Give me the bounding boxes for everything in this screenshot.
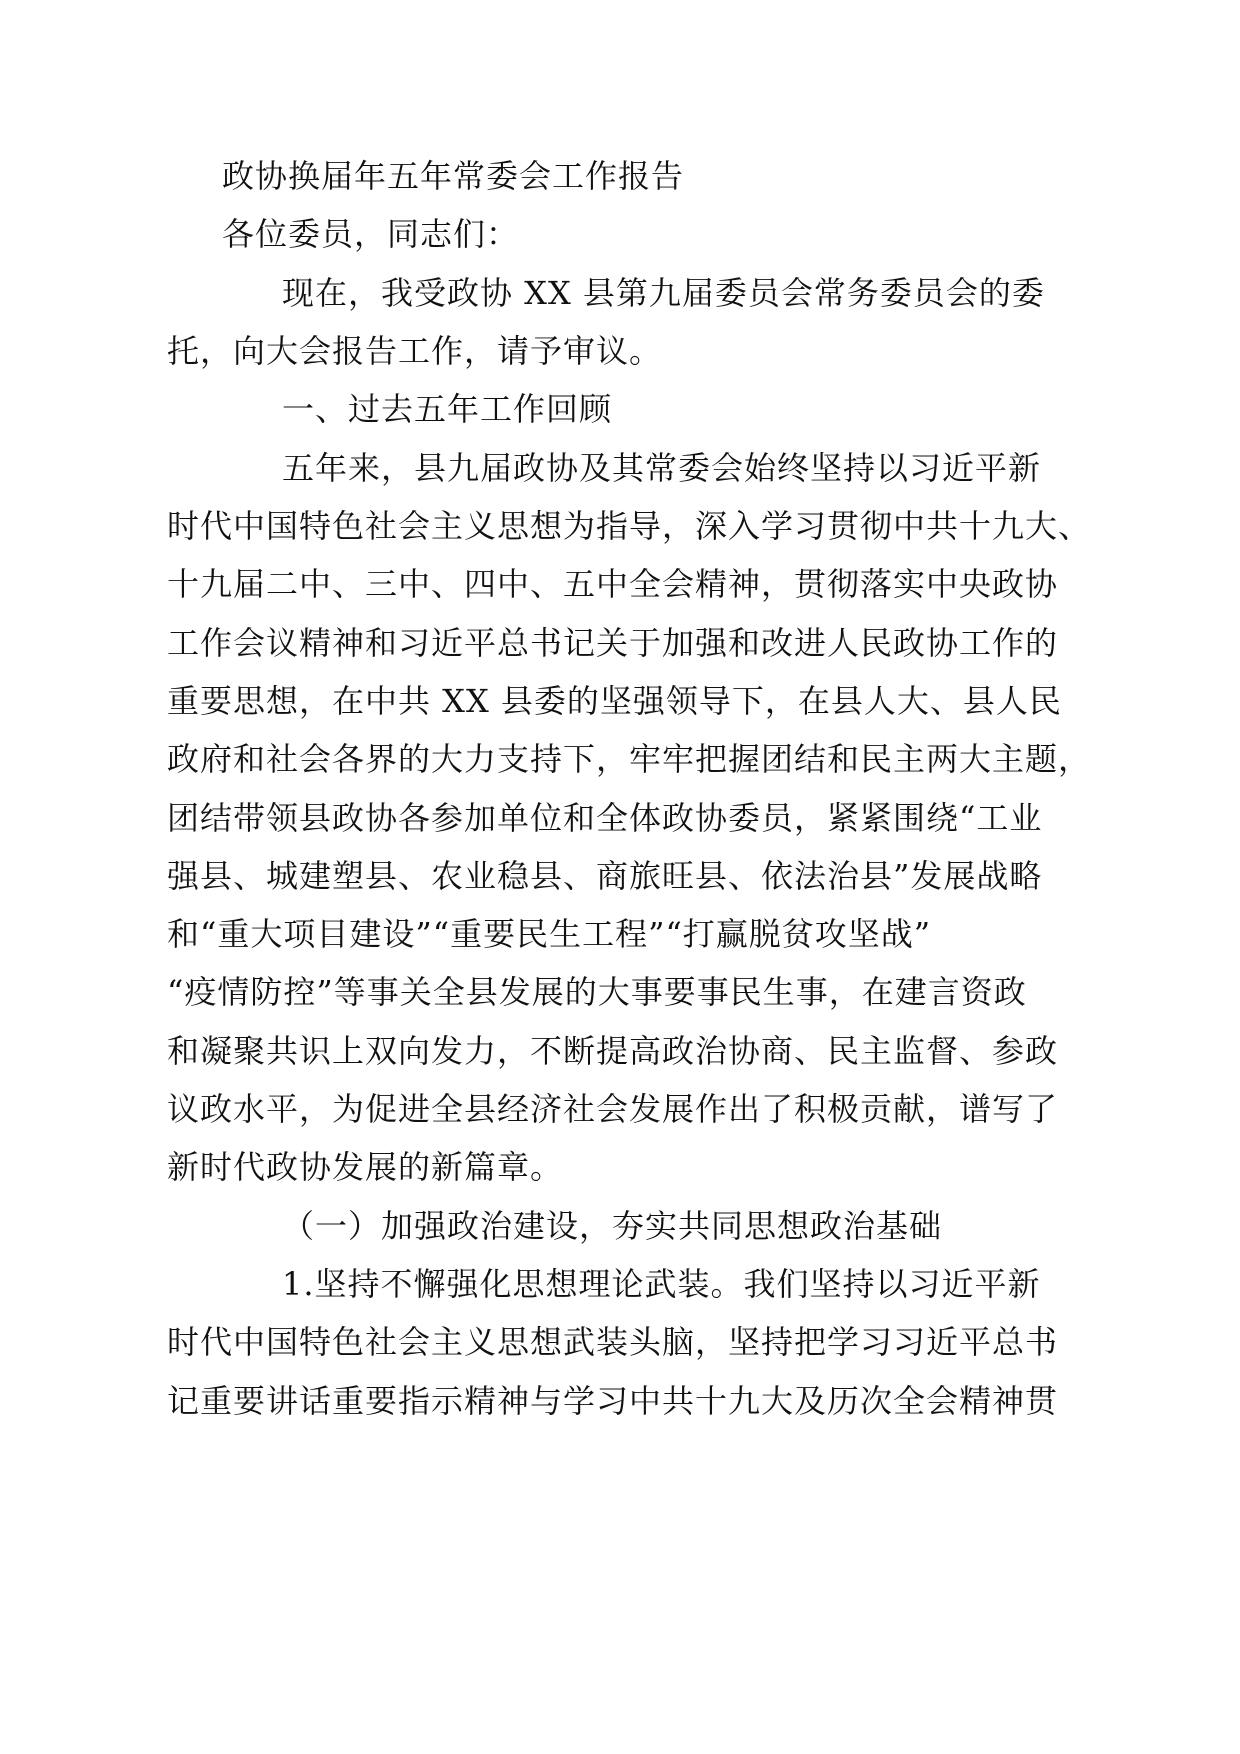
salutation: 各位委员，同志们： bbox=[222, 215, 520, 253]
item1-line-3: 记重要讲话重要指示精神与学习中共十九大及历次全会精神贯 bbox=[167, 1382, 1059, 1420]
document-title: 政协换届年五年常委会工作报告 bbox=[222, 157, 685, 195]
intro-line-2: 托，向大会报告工作，请予审议。 bbox=[167, 332, 663, 370]
review-line-3: 十九届二中、三中、四中、五中全会精神，贯彻落实中央政协 bbox=[167, 565, 1059, 603]
review-line-10: “疫情防控”等事关全县发展的大事要事民生事，在建言资政 bbox=[167, 973, 1027, 1011]
subsection-heading: （一）加强政治建设，夯实共同思想政治基础 bbox=[282, 1207, 943, 1245]
review-line-13: 新时代政协发展的新篇章。 bbox=[167, 1148, 564, 1186]
review-line-6: 政府和社会各界的大力支持下，牢牢把握团结和民主两大主题， bbox=[167, 740, 1092, 778]
review-line-5: 重要思想，在中共 XX 县委的坚强领导下，在县人大、县人民 bbox=[167, 682, 1062, 720]
section-heading: 一、过去五年工作回顾 bbox=[282, 390, 613, 428]
review-line-2: 时代中国特色社会主义思想为指导，深入学习贯彻中共十九大、 bbox=[167, 507, 1092, 545]
review-line-4: 工作会议精神和习近平总书记关于加强和改进人民政协工作的 bbox=[167, 624, 1059, 662]
intro-line-1: 现在，我受政协 XX 县第九届委员会常务委员会的委 bbox=[282, 274, 1045, 312]
review-line-8: 强县、城建塑县、农业稳县、商旅旺县、依法治县”发展战略 bbox=[167, 857, 1043, 895]
review-line-9: 和“重大项目建设”“重要民生工程”“打赢脱贫攻坚战” bbox=[167, 915, 932, 953]
item1-line-2: 时代中国特色社会主义思想武装头脑，坚持把学习习近平总书 bbox=[167, 1323, 1059, 1361]
item1-line-1: 1.坚持不懈强化思想理论武装。我们坚持以习近平新 bbox=[282, 1265, 1041, 1303]
review-line-1: 五年来，县九届政协及其常委会始终坚持以习近平新 bbox=[282, 449, 1042, 487]
review-line-7: 团结带领县政协各参加单位和全体政协委员，紧紧围绕“工业 bbox=[167, 799, 1043, 837]
review-line-11: 和凝聚共识上双向发力，不断提高政治协商、民主监督、参政 bbox=[167, 1032, 1059, 1070]
review-line-12: 议政水平，为促进全县经济社会发展作出了积极贡献，谱写了 bbox=[167, 1090, 1059, 1128]
